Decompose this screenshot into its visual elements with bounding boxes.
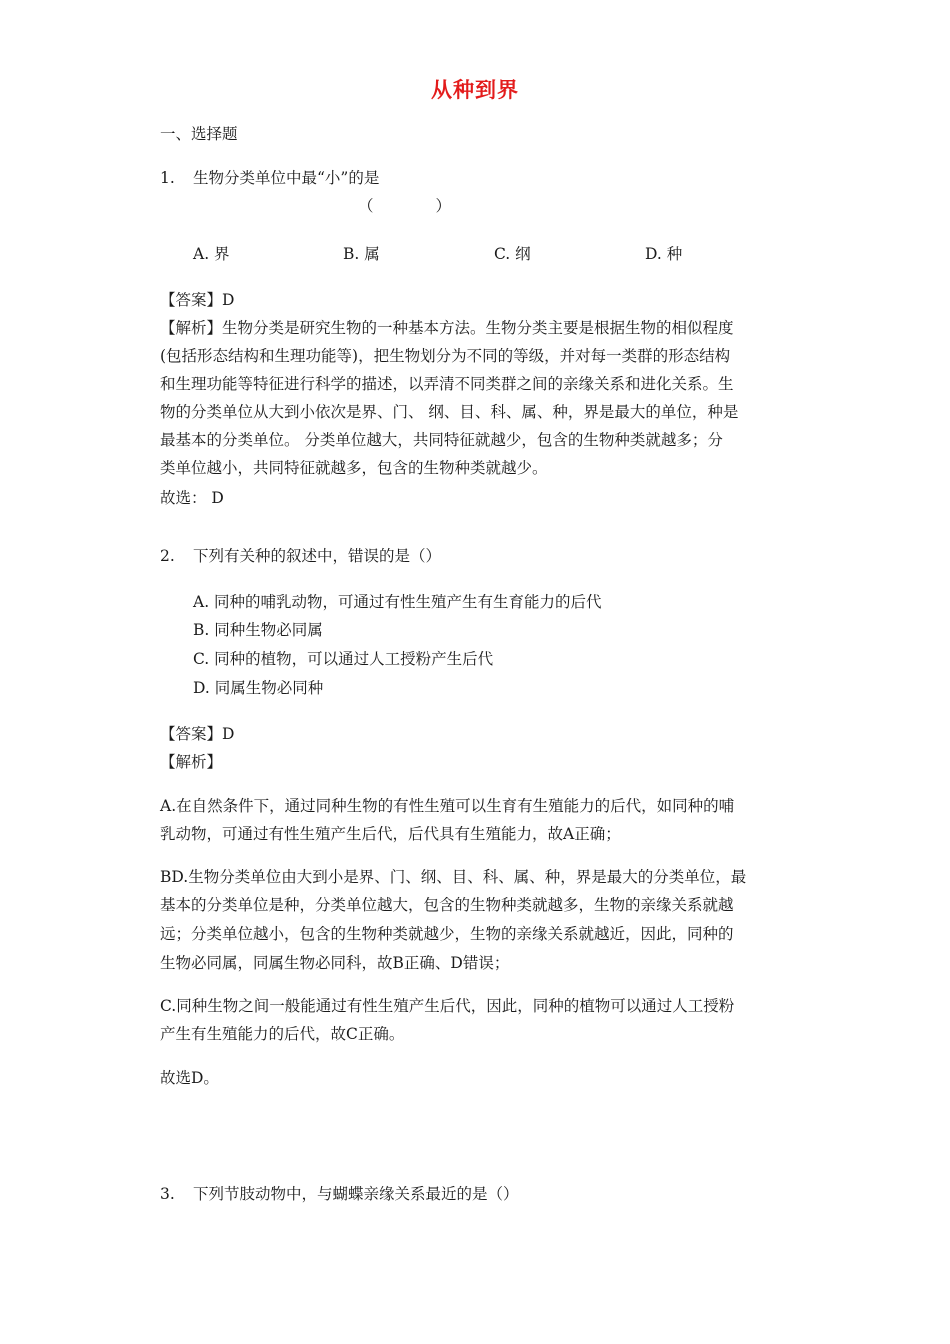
question-1-option-b: B. 属 — [343, 245, 380, 263]
question-2-option-a: A. 同种的哺乳动物，可通过有性生殖产生有生育能力的后代 — [193, 593, 602, 611]
question-2-option-c: C. 同种的植物，可以通过人工授粉产生后代 — [193, 650, 494, 668]
question-3 — [160, 1184, 519, 1204]
question-1-option-c: C. 纲 — [494, 245, 531, 263]
question-1-option-d: D. 种 — [645, 245, 683, 263]
question-2-analysis-c-line: C.同种生物之间一般能通过有性生殖产生后代，因此，同种的植物可以通过人工授粉 — [160, 997, 735, 1015]
question-2-option-d: D. 同属生物必同种 — [193, 679, 324, 697]
question-1-number: 1. — [160, 169, 175, 187]
question-1-analysis-line: (包括形态结构和生理功能等)，把生物划分为不同的等级，并对每一类群的形态结构 — [160, 347, 731, 365]
question-3-stem: 下列节肢动物中，与蝴蝶亲缘关系最近的是（） — [193, 1185, 519, 1203]
question-2-option-b: B. 同种生物必同属 — [193, 621, 323, 639]
question-2-answer: 【答案】D — [160, 725, 235, 743]
question-2-choose: 故选D。 — [160, 1069, 219, 1087]
question-2-analysis-a-line: 乳动物，可通过有性生殖产生后代，后代具有生殖能力，故A正确； — [160, 825, 621, 843]
question-1-analysis-line: 类单位越小，共同特征就越多，包含的生物种类就越少。 — [160, 459, 548, 477]
question-1-option-a: A. 界 — [193, 245, 230, 263]
section-heading: 一、选择题 — [160, 125, 238, 143]
question-3-number: 3. — [160, 1185, 175, 1203]
question-2-analysis-c-line: 产生有生殖能力的后代，故C正确。 — [160, 1025, 405, 1043]
question-1-analysis-line: 【解析】生物分类是研究生物的一种基本方法。生物分类主要是根据生物的相似程度 — [160, 319, 734, 337]
question-1-choose: 故选： D — [160, 489, 224, 507]
question-1 — [160, 168, 379, 188]
question-1-answer: 【答案】D — [160, 291, 235, 309]
question-2-stem: 下列有关种的叙述中，错误的是（） — [193, 547, 442, 565]
question-2-analysis-a-line: A.在自然条件下，通过同种生物的有性生殖可以生育有生殖能力的后代，如同种的哺 — [160, 797, 735, 815]
question-1-analysis-line: 最基本的分类单位。 分类单位越大，共同特征就越少，包含的生物种类就越多；分 — [160, 431, 723, 449]
question-1-stem: 生物分类单位中最“小”的是 — [193, 169, 380, 187]
question-1-answer-bracket: （ ） — [358, 197, 452, 215]
question-2-analysis-bd-line: 基本的分类单位是种，分类单位越大，包含的生物种类就越多，生物的亲缘关系就越 — [160, 896, 734, 914]
question-1-analysis-line: 和生理功能等特征进行科学的描述，以弄清不同类群之间的亲缘关系和进化关系。生 — [160, 375, 734, 393]
question-2-analysis-bd-line: 远；分类单位越小，包含的生物种类就越少，生物的亲缘关系就越近，因此，同种的 — [160, 925, 734, 943]
question-2-number: 2. — [160, 547, 175, 565]
question-1-analysis-line: 物的分类单位从大到小依次是界、门、 纲、目、科、属、种，界是最大的单位，种是 — [160, 403, 739, 421]
page-title: 从种到界 — [431, 78, 519, 102]
question-2-analysis-bd-line: BD.生物分类单位由大到小是界、门、纲、目、科、属、种，界是最大的分类单位，最 — [160, 868, 747, 886]
question-2-analysis-label: 【解析】 — [160, 753, 223, 771]
question-2 — [160, 546, 441, 566]
question-2-analysis-bd-line: 生物必同属，同属生物必同科，故B正确、D错误； — [160, 954, 510, 972]
